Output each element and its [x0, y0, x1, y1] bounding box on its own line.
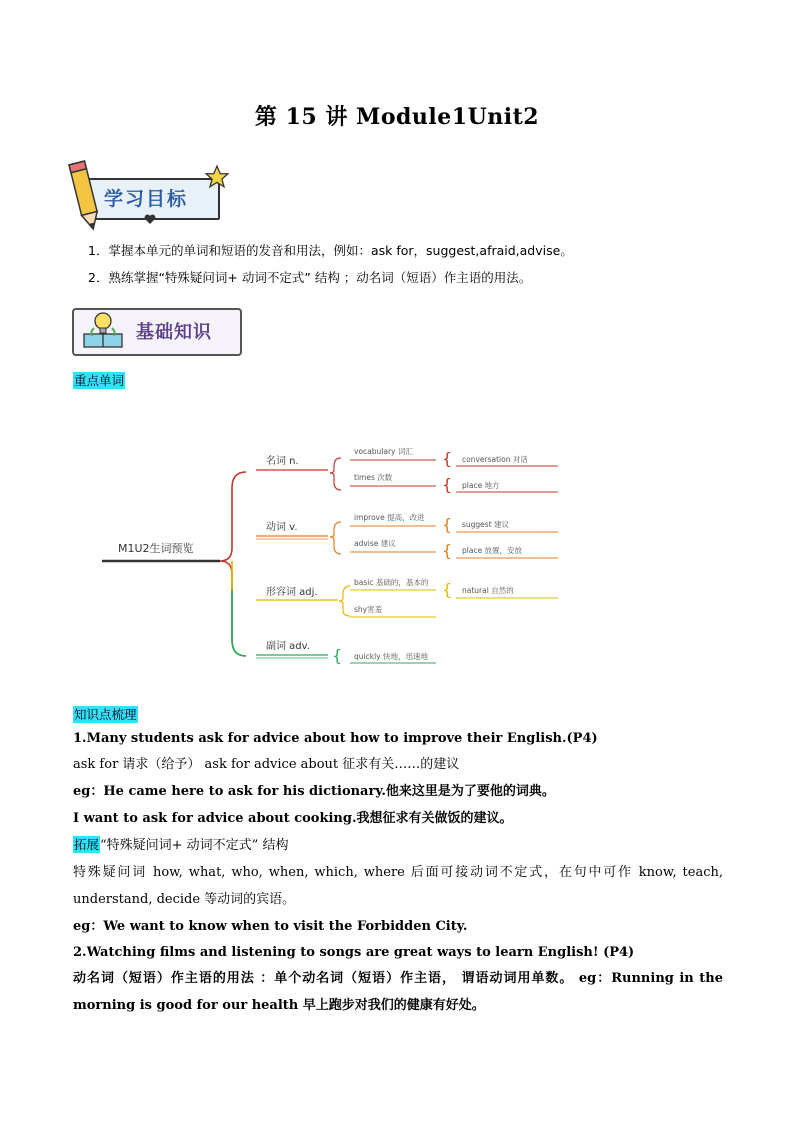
verb-item-2: advise 建议: [354, 539, 396, 548]
point1-phrase: ask for 请求（给予） ask for advice about 征求有关……的建议: [73, 757, 460, 772]
extension-heading: [73, 836, 288, 855]
point1-example-1: eg：He came here to ask for his dictionary.他来这里是为了要他的词典。: [73, 784, 555, 799]
pencil-icon: [68, 158, 102, 234]
learning-goals-banner: [66, 158, 236, 238]
extension-example: eg：We want to know when to visit the Forbidden City.: [73, 919, 468, 934]
noun-extra-2: place 地方: [462, 481, 500, 490]
branch-label-adj: 形容词 adj.: [266, 587, 318, 598]
adj-item-1: basic 基础的，基本的: [354, 578, 429, 587]
banner-label: 学习目标: [104, 188, 189, 210]
branch-label-verb: 动词 v.: [266, 522, 298, 533]
star-icon: [204, 164, 230, 190]
branch-label-adv: 副词 adv.: [266, 641, 310, 652]
basic-knowledge-banner: [72, 306, 244, 354]
page-title: 第 15 讲 Module1Unit2: [254, 104, 540, 130]
heart-icon: [144, 214, 156, 224]
verb-extra-2: place 放置，安放: [462, 546, 523, 555]
point2-title: 2.Watching films and listening to songs are great ways to learn English! (P4): [73, 945, 635, 960]
point1-title: 1.Many students ask for advice about how to improve their English.(P4): [73, 731, 598, 746]
lightbulb-book-icon: [80, 310, 126, 350]
adj-extra-1: natural 自然的: [462, 586, 514, 595]
extension-description: 特殊疑问词 how, what, who, when, which, where 后面可接动词不定式，在句中可作 know, teach, understand, decide 等动词的宾语。: [73, 865, 723, 907]
mindmap-root: M1U2生词预览: [118, 542, 194, 555]
verb-brace-2: {: [442, 541, 453, 560]
noun-brace-2: {: [442, 475, 453, 494]
adv-brace: {: [332, 646, 343, 665]
goal-item-1: 1．掌握本单元的单词和短语的发音和用法，例如：ask for，suggest,afraid,advise。: [88, 243, 573, 258]
adj-brace: {: [442, 580, 453, 599]
verb-item-1: improve 提高，改进: [354, 513, 425, 522]
point2-description: 动名词（短语）作主语的用法 ：单个动名词（短语）作主语， 谓语动词用单数。 eg：Running in the morning is good for our health 早上跑步对我们的健康有好处。: [73, 971, 723, 1013]
extension-label: 拓展: [74, 837, 100, 852]
section-label-knowledge-points: 知识点梳理: [74, 707, 137, 722]
adv-item-1: quickly 快地，迅速地: [354, 652, 428, 661]
noun-extra-1: conversation 对话: [462, 455, 528, 464]
vocabulary-mindmap: [96, 440, 576, 670]
section-label-key-words: 重点单词: [74, 373, 125, 388]
verb-extra-1: suggest 建议: [462, 520, 510, 529]
adj-item-2: shy害羞: [354, 605, 383, 614]
noun-item-2: times 次数: [354, 473, 393, 482]
noun-item-1: vocabulary 词汇: [354, 447, 413, 456]
goal-item-2: 2．熟练掌握“特殊疑问词+ 动词不定式” 结构 ；动名词（短语）作主语的用法。: [88, 270, 532, 285]
branch-label-noun: 名词 n.: [266, 456, 299, 467]
noun-brace: {: [442, 449, 453, 468]
verb-brace: {: [442, 515, 453, 534]
extension-text: “特殊疑问词+ 动词不定式” 结构: [100, 838, 289, 853]
banner-label: 基础知识: [136, 322, 212, 343]
point1-example-2: I want to ask for advice about cooking.我想征求有关做饭的建议。: [73, 811, 513, 826]
